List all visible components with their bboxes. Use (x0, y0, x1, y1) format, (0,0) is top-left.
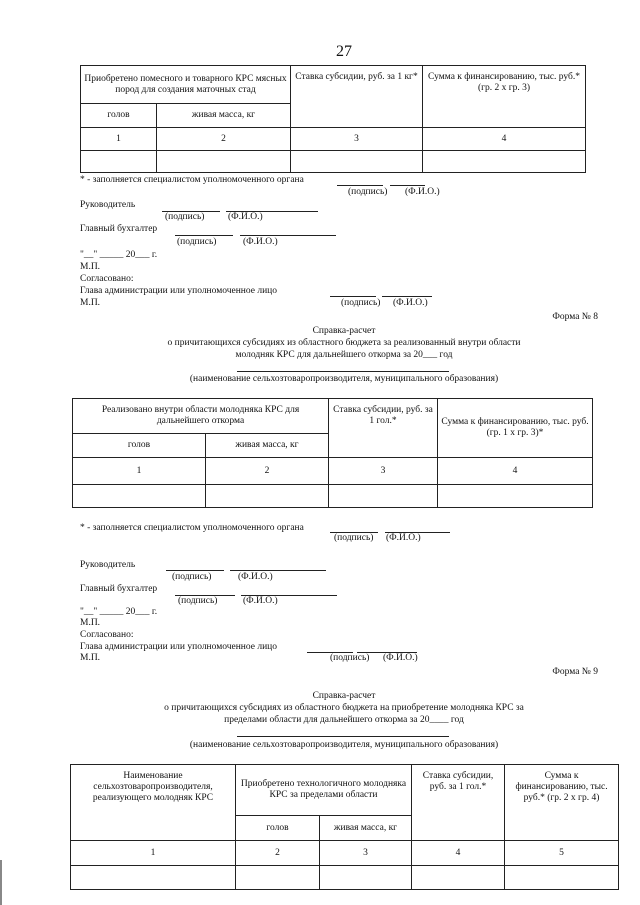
signature-caption: (подпись) (178, 596, 218, 606)
col-number: 2 (157, 128, 291, 151)
col-number: 2 (236, 841, 320, 866)
fio-caption: (Ф.И.О.) (405, 187, 440, 197)
fio-caption: (Ф.И.О.) (243, 237, 278, 247)
cell[interactable] (71, 866, 236, 890)
col-sum: Сумма к финансированию, тыс. руб.* (гр. 2 х гр. 3) (423, 66, 586, 128)
col-number: 4 (423, 128, 586, 151)
signature-caption: (подпись) (334, 533, 374, 543)
table-form9 (70, 764, 619, 890)
seal-label: М.П. (80, 298, 101, 308)
col-number: 3 (320, 841, 412, 866)
signature-caption: (подпись) (172, 572, 212, 582)
cell[interactable] (73, 485, 206, 508)
fio-caption: (Ф.И.О.) (243, 596, 278, 606)
col-name: Наименование сельхозтоваропроизводителя, реализующего молодняк КРС (71, 765, 236, 841)
form-subtitle-line2: пределами области для дальнейшего откорма за 20____ год (224, 715, 464, 725)
form-subtitle-line2: молодняк КРС для дальнейшего откорма за 20___ год (235, 350, 453, 360)
cell[interactable] (423, 151, 586, 173)
form-subtitle-line1: о причитающихся субсидиях из областного бюджета за реализованный внутри области (167, 338, 521, 348)
cell[interactable] (505, 866, 619, 890)
name-caption: (наименование сельхозтоваропроизводителя, муниципального образования) (189, 740, 499, 750)
group-header: Приобретено технологичного молодняка КРС за пределами области (236, 765, 412, 816)
col-sum: Сумма к финансированию, тыс. руб.* (гр. 2 х гр. 4) (505, 765, 619, 841)
table-form7 (80, 65, 586, 173)
form-title: Справка-расчет (312, 326, 376, 336)
chief-accountant-label: Главный бухгалтер (80, 224, 158, 234)
date-line: "__" _____ 20___ г. (80, 250, 158, 260)
group-header: Приобретено помесного и товарного КРС мясных пород для создания маточных стад (81, 66, 291, 104)
col-number: 4 (438, 458, 593, 485)
table-row (81, 151, 586, 173)
col-number: 2 (206, 458, 329, 485)
col-number: 3 (291, 128, 423, 151)
fio-caption: (Ф.И.О.) (386, 533, 421, 543)
col-number: 4 (412, 841, 505, 866)
footnote: * - заполняется специалистом уполномоченного органа (80, 523, 304, 533)
col-sum: Сумма к финансированию, тыс. руб. (гр. 1 х гр. 3)* (438, 399, 593, 458)
cell[interactable] (81, 151, 157, 173)
col-mass: живая масса, кг (320, 816, 412, 841)
form-title: Справка-расчет (312, 691, 376, 701)
col-mass: живая масса, кг (157, 104, 291, 128)
signature-caption: (подпись) (341, 298, 381, 308)
col-heads: голов (81, 104, 157, 128)
col-rate: Ставка субсидии, руб. за 1 гол.* (329, 399, 438, 458)
agreed-label: Согласовано: (80, 274, 134, 284)
col-heads: голов (236, 816, 320, 841)
col-mass: живая масса, кг (206, 434, 329, 458)
head-label: Руководитель (80, 560, 136, 570)
col-number: 1 (71, 841, 236, 866)
table-row (71, 866, 619, 890)
scan-edge (0, 860, 2, 905)
group-header: Реализовано внутри области молодняка КРС для дальнейшего откорма (73, 399, 329, 434)
admin-head-label: Глава администрации или уполномоченное лицо (80, 642, 278, 652)
col-rate: Ставка субсидии, руб. за 1 кг* (291, 66, 423, 128)
col-number: 1 (73, 458, 206, 485)
name-caption: (наименование сельхозтоваропроизводителя, муниципального образования) (189, 374, 499, 384)
fio-caption: (Ф.И.О.) (238, 572, 273, 582)
seal-label: М.П. (80, 653, 101, 663)
cell[interactable] (320, 866, 412, 890)
col-number: 3 (329, 458, 438, 485)
cell[interactable] (291, 151, 423, 173)
cell[interactable] (438, 485, 593, 508)
cell[interactable] (236, 866, 320, 890)
agreed-label: Согласовано: (80, 630, 134, 640)
signature-caption: (подпись) (330, 653, 370, 663)
form-label: Форма № 8 (552, 312, 598, 322)
page-number: 27 (336, 43, 352, 60)
fio-caption: (Ф.И.О.) (393, 298, 428, 308)
table-row (73, 485, 593, 508)
signature-caption: (подпись) (348, 187, 388, 197)
seal-label: М.П. (80, 618, 101, 628)
signature-caption: (подпись) (177, 237, 217, 247)
col-number: 1 (81, 128, 157, 151)
date-line: "__" _____ 20___ г. (80, 607, 158, 617)
chief-accountant-label: Главный бухгалтер (80, 584, 158, 594)
cell[interactable] (157, 151, 291, 173)
cell[interactable] (206, 485, 329, 508)
head-label: Руководитель (80, 200, 136, 210)
fio-caption: (Ф.И.О.) (228, 212, 263, 222)
admin-head-label: Глава администрации или уполномоченное лицо (80, 286, 278, 296)
fio-caption: (Ф.И.О.) (383, 653, 418, 663)
cell[interactable] (412, 866, 505, 890)
cell[interactable] (329, 485, 438, 508)
footnote: * - заполняется специалистом уполномоченного органа (80, 175, 304, 185)
form-subtitle-line1: о причитающихся субсидиях из областного бюджета на приобретение молодняка КРС за (164, 703, 524, 713)
col-rate: Ставка субсидии, руб. за 1 гол.* (412, 765, 505, 841)
table-form8 (72, 398, 593, 508)
col-number: 5 (505, 841, 619, 866)
signature-caption: (подпись) (165, 212, 205, 222)
form-label: Форма № 9 (552, 667, 598, 677)
seal-label: М.П. (80, 262, 101, 272)
col-heads: голов (73, 434, 206, 458)
